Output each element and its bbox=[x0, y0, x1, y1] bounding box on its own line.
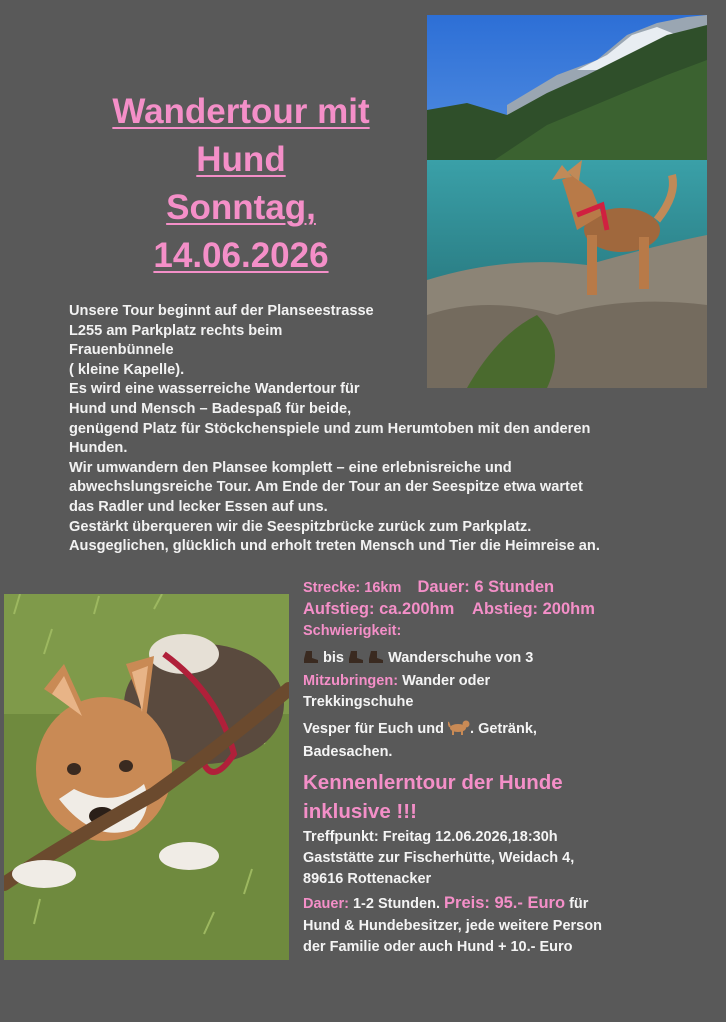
description-line: Frauenbünnele bbox=[69, 342, 174, 359]
duration: Dauer: 6 Stunden bbox=[417, 578, 555, 596]
title-line-3: Sonntag, bbox=[166, 188, 316, 227]
distance: Strecke: 16km bbox=[303, 580, 402, 596]
price-line-2: Hund & Hundebesitzer, jede weitere Person bbox=[303, 918, 602, 934]
difficulty-row bbox=[303, 646, 703, 670]
description-line: L255 am Parkplatz rechts beim bbox=[69, 322, 283, 339]
description-line: genügend Platz für Stöckchenspiele und zum Herumtoben mit den anderen bbox=[69, 420, 591, 437]
description-line: ( kleine Kapelle). bbox=[69, 361, 185, 378]
snacks-row bbox=[303, 718, 703, 741]
hiking-boot-icon bbox=[303, 648, 319, 662]
description-line: das Radler und lecker Essen auf uns. bbox=[69, 498, 328, 515]
dog-stick-photo bbox=[4, 594, 289, 960]
hiking-boot-icon bbox=[368, 648, 384, 662]
difficulty-label: Schwierigkeit: bbox=[303, 623, 402, 639]
duration-2-label: Dauer: bbox=[303, 896, 349, 912]
duration-2-text: 1-2 Stunden. bbox=[348, 896, 440, 912]
price-line-3: der Familie oder auch Hund + 10.- Euro bbox=[303, 939, 573, 955]
snacks-text-b: . Getränk, bbox=[470, 721, 537, 737]
distance-duration-row bbox=[303, 577, 703, 598]
tour-description bbox=[69, 302, 669, 557]
description-line: abwechslungsreiche Tour. Am Ende der Tour an der Seespitze etwa wartet bbox=[69, 479, 583, 496]
price-row bbox=[303, 892, 703, 916]
title-line-1: Wandertour mit bbox=[112, 92, 370, 131]
price: Preis: 95.- Euro bbox=[444, 894, 566, 912]
bring-along-text-2: Trekkingschuhe bbox=[303, 694, 414, 710]
bring-along-text: Wander oder bbox=[398, 673, 491, 689]
bring-along-label: Mitzubringen: bbox=[303, 673, 399, 689]
difficulty-text: Wanderschuhe von 3 bbox=[388, 650, 534, 666]
snacks-text-a: Vesper für Euch und bbox=[303, 721, 444, 737]
meeting-point-2: Gaststätte zur Fischerhütte, Weidach 4, bbox=[303, 850, 575, 866]
title-line-4: 14.06.2026 bbox=[153, 236, 329, 275]
snacks-text-c: Badesachen. bbox=[303, 744, 393, 760]
ascent: Aufstieg: ca.200hm bbox=[303, 600, 455, 618]
description-line: Es wird eine wasserreiche Wandertour für bbox=[69, 381, 360, 398]
description-line: Gestärkt überqueren wir die Seespitzbrücke zurück zum Parkplatz. bbox=[69, 518, 532, 535]
page-title bbox=[60, 88, 422, 280]
hiking-boot-icon bbox=[348, 648, 364, 662]
meeting-point-1: Treffpunkt: Freitag 12.06.2026,18:30h bbox=[303, 829, 558, 845]
description-line: Wir umwandern den Plansee komplett – eine erlebnisreiche und bbox=[69, 459, 512, 476]
bring-along-row bbox=[303, 671, 703, 692]
price-suffix: für bbox=[565, 896, 589, 912]
descent: Abstieg: 200hm bbox=[472, 600, 595, 618]
dog-icon bbox=[448, 719, 470, 735]
intro-tour-heading-2: inklusive !!! bbox=[303, 800, 417, 823]
intro-tour-heading-1: Kennenlerntour der Hunde bbox=[303, 771, 563, 794]
description-line: Hunden. bbox=[69, 440, 128, 457]
ascent-descent-row bbox=[303, 598, 703, 620]
difficulty-to: bis bbox=[323, 650, 344, 666]
tour-details bbox=[303, 576, 703, 958]
title-line-2: Hund bbox=[196, 140, 286, 179]
description-line: Ausgeglichen, glücklich und erholt treten Mensch und Tier die Heimreise an. bbox=[69, 538, 600, 555]
meeting-point-3: 89616 Rottenacker bbox=[303, 871, 432, 887]
description-line: Hund und Mensch – Badespaß für beide, bbox=[69, 400, 352, 417]
description-line: Unsere Tour beginnt auf der Planseestrasse bbox=[69, 303, 374, 319]
